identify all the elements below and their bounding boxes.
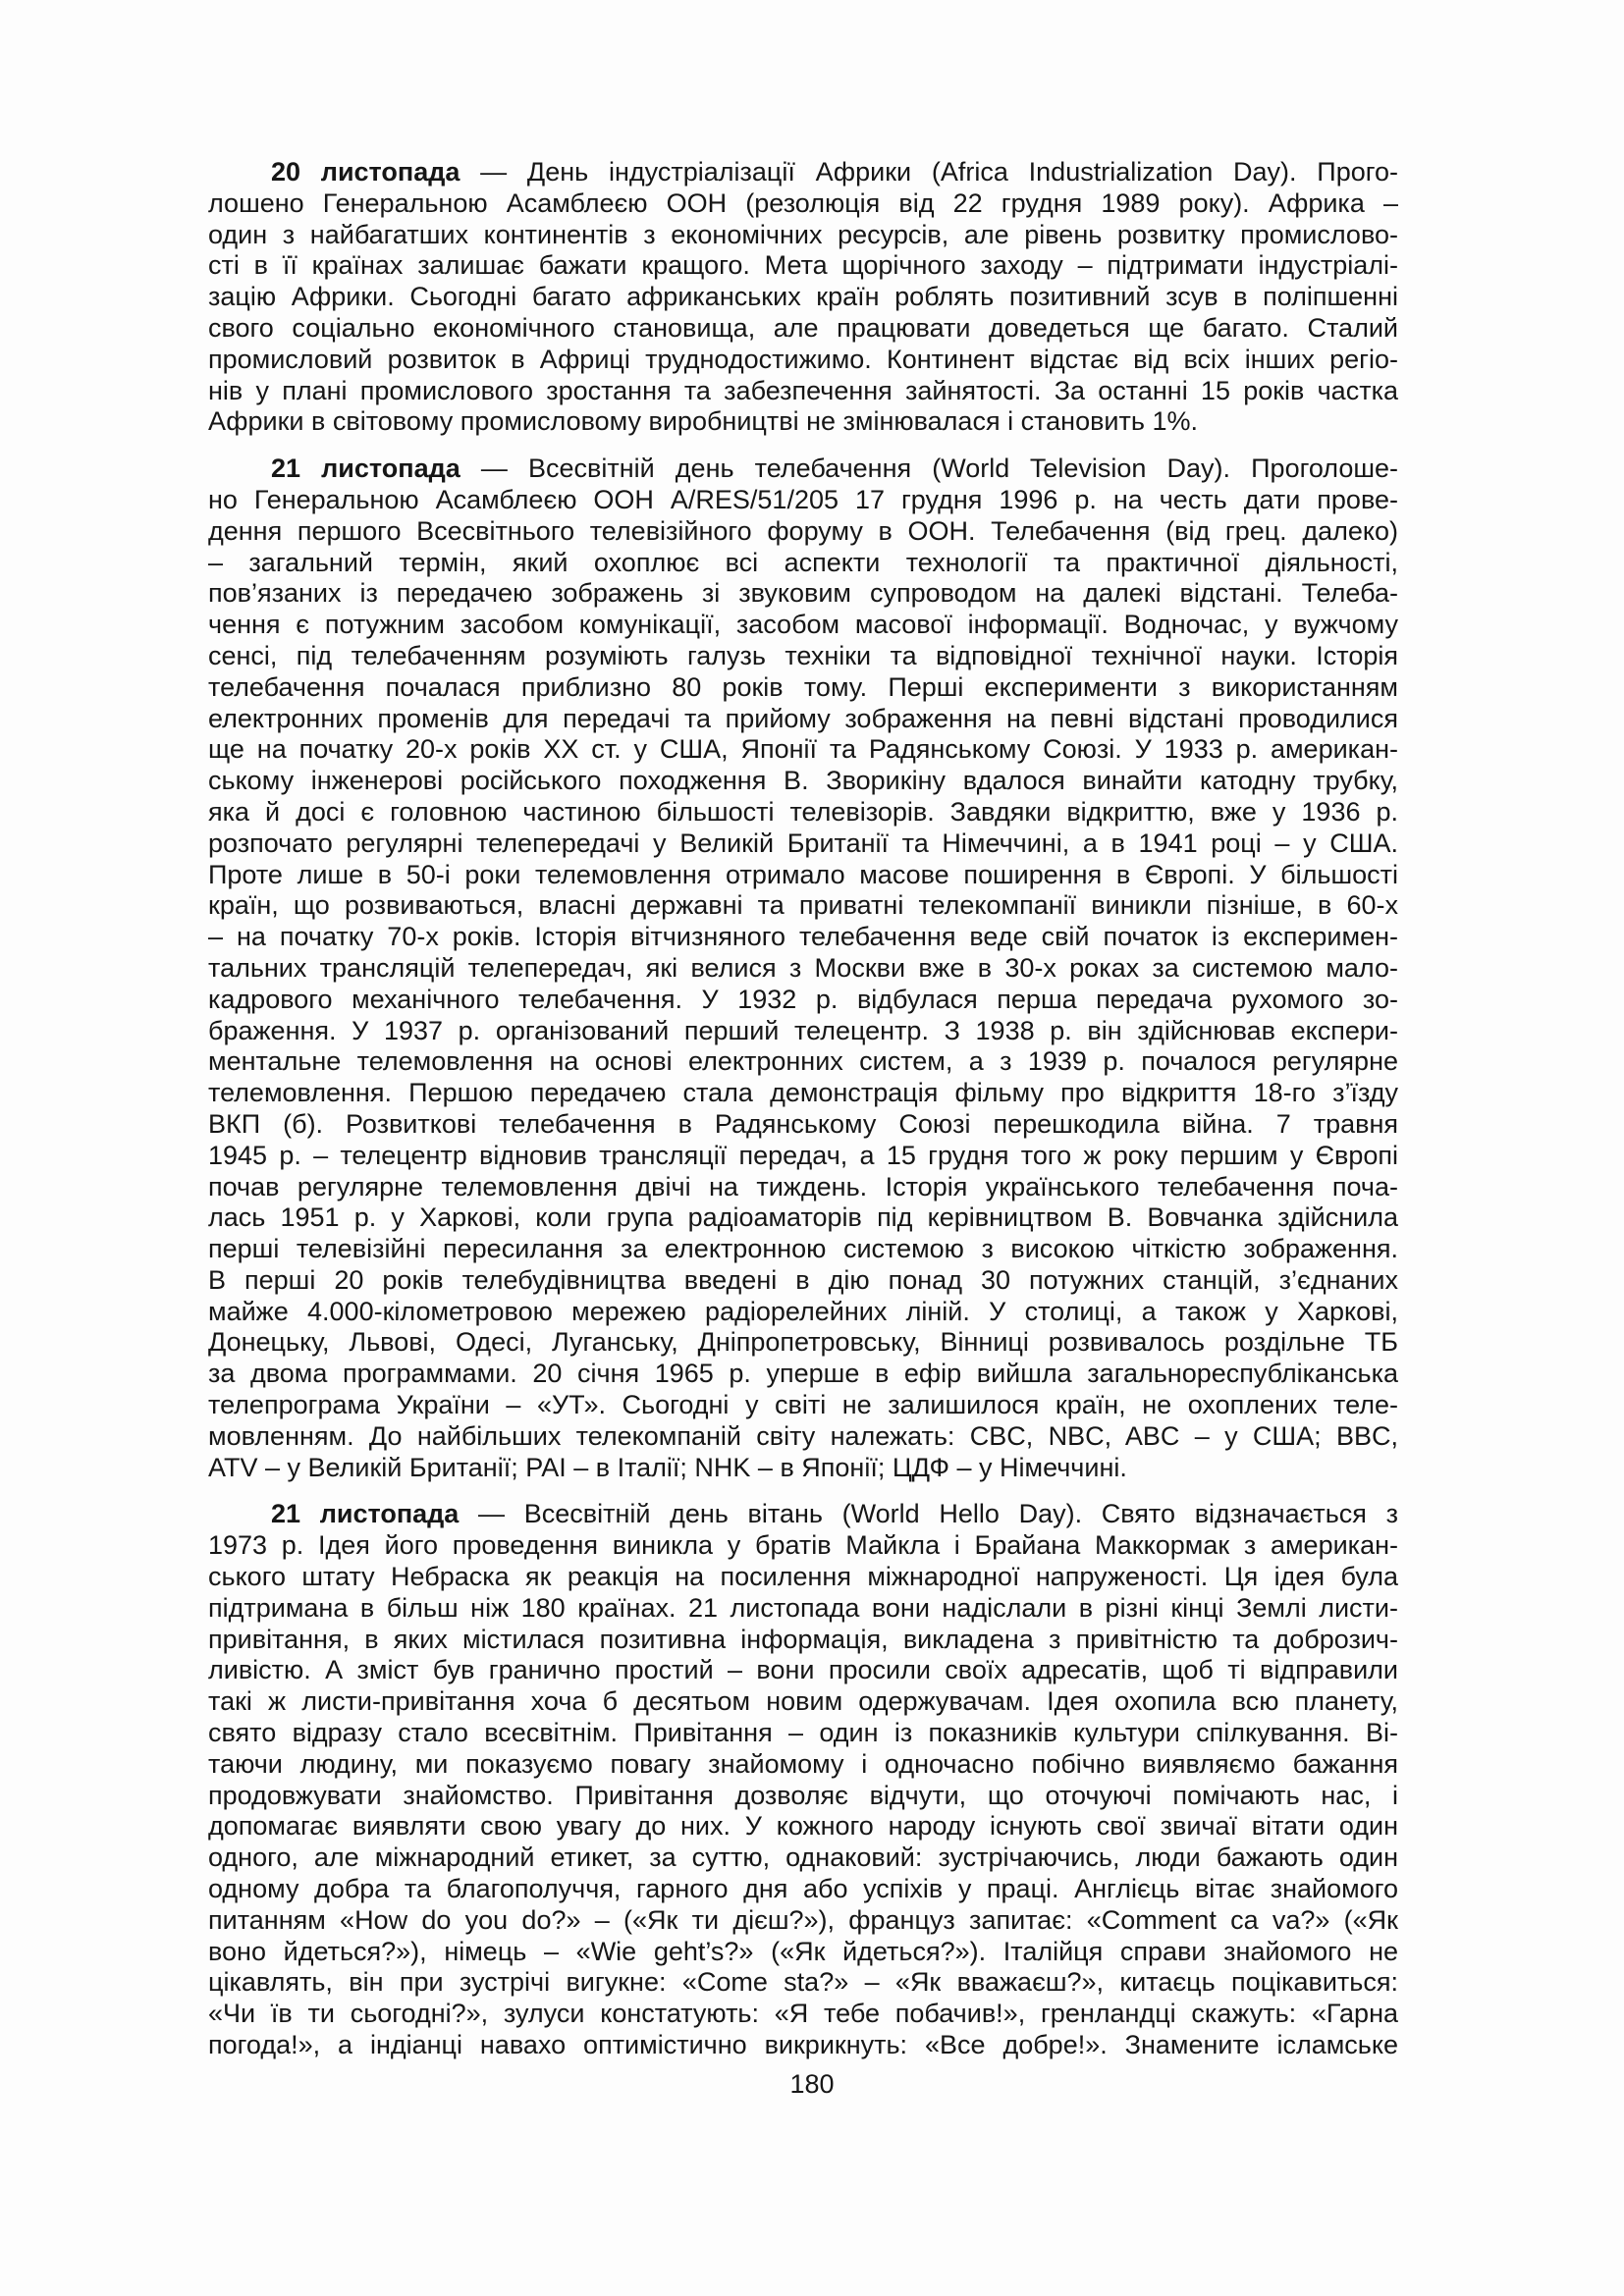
text-line: 1945 р. – телецентр відновив трансляції передач, а 15 грудня того ж року першим у Європі — [208, 1140, 1398, 1170]
text-line: майже 4.000-кілометровою мережею радіорелейних ліній. У столиці, а також у Харкові, — [208, 1296, 1398, 1326]
text-line: ще на початку 20-х років XX ст. у США, Японії та Радянському Союзі. У 1933 р. американ- — [208, 734, 1398, 765]
text-line: ливістю. А зміст був гранично простий – вони просили своїх адресатів, щоб ті відправили — [208, 1655, 1398, 1685]
text-line: одному добра та благополуччя, гарного дня або успіхів у праці. Англієць вітає знайомого — [208, 1874, 1398, 1904]
paragraph-3 — [208, 1499, 1398, 2060]
text-line: країн, що розвиваються, власні державні та приватні телекомпанії виникли пізніше, в 60-х — [208, 890, 1398, 921]
text-line: но Генеральною Асамблеєю ООН A/RES/51/205 17 грудня 1996 р. на честь дати прове- — [208, 484, 1398, 514]
text-line: – на початку 70-х років. Історія вітчизняного телебачення веде свій початок із експеримен- — [208, 922, 1398, 952]
text-line: привітання, в яких містилася позитивна інформація, викладена з привітністю та доброзич- — [208, 1624, 1398, 1654]
text-line: 1973 р. Ідея його проведення виникла у братів Майкла і Брайана Маккормак з американ- — [208, 1530, 1398, 1561]
text-block — [208, 157, 1398, 2061]
text-line: яка й досі є головною частиною більшості телевізорів. Завдяки відкриттю, вже у 1936 р. — [208, 796, 1398, 827]
text-line: одного, але міжнародний етикет, за суттю, однаковий: зустрічаючись, люди бажають один — [208, 1842, 1398, 1873]
text-line: кадрового механічного телебачення. У 1932 р. відбулася перша передача рухомого зо- — [208, 984, 1398, 1014]
text-line: телемовлення. Першою передачею стала демонстрація фільму про відкриття 18-го з’їзду — [208, 1078, 1398, 1108]
text-line: допомагає виявляти свою увагу до них. У кожного народу існують свої звичаї вітати один — [208, 1811, 1398, 1842]
text-line: за двома программами. 20 січня 1965 р. уперше в ефір вийшла загальнореспубліканська — [208, 1359, 1398, 1389]
text-line: свого соціально економічного становища, але працювати доведеться ще багато. Сталий — [208, 312, 1398, 343]
text-line: питанням «How do you do?» – («Як ти дієш?»), француз запитає: «Comment ca va?» («Як — [208, 1904, 1398, 1935]
text-line: лась 1951 р. у Харкові, коли група радіоаматорів під керівництвом В. Вовчанка здійснила — [208, 1202, 1398, 1233]
text-line: «Чи їв ти сьогодні?», зулуси констатують: «Я тебе побачив!», гренландці скажуть: «Гарна — [208, 1999, 1398, 2029]
paragraph-2 — [208, 454, 1398, 1483]
text-line: цікавлять, він при зустрічі вигукне: «Come sta?» – «Як вважаєш?», китаєць поцікавиться: — [208, 1967, 1398, 1998]
text-line: таючи людину, ми показуємо повагу знайомому і одночасно побічно виявляємо бажання — [208, 1748, 1398, 1779]
text-line: 21 листопада — Всесвітній день телебачення (World Television Day). Проголоше- — [271, 454, 1398, 484]
text-line: нів у плані промислового зростання та забезпечення зайнятості. За останні 15 років частка — [208, 375, 1398, 405]
text-line: 20 листопада — День індустріалізації Африки (Africa Industrialization Day). Прого- — [271, 157, 1399, 187]
text-line: телебачення почалася приблизно 80 років тому. Перші експерименти з використанням — [208, 671, 1398, 702]
text-line: Донецьку, Львові, Одесі, Луганську, Дніпропетровську, Вінниці розвивалось роздільне ТБ — [208, 1327, 1398, 1358]
text-line: 21 листопада — Всесвітній день вітань (World Hello Day). Свято відзначається з — [271, 1499, 1398, 1529]
text-line: Африки в світовому промисловому виробництві не змінювалася і становить 1%. — [208, 406, 1198, 437]
text-line: телепрограма України – «УТ». Сьогодні у світі не залишилося країн, не охоплених теле- — [208, 1390, 1398, 1420]
text-line: мовленням. До найбільших телекомпаній світу належать: CBC, NBC, ABC – у США; BBC, — [208, 1420, 1398, 1451]
text-line: чення є потужним засобом комунікації, засобом масової інформації. Водночас, у вужчому — [208, 610, 1398, 640]
text-line: такі ж листи-привітання хоча б десятьом новим одержувачам. Ідея охопила всю планету, — [208, 1686, 1398, 1717]
text-line: ATV – у Великій Британії; PAI – в Італії; NHK – в Японії; ЦДФ – у Німеччині. — [208, 1452, 1127, 1482]
text-line: розпочато регулярні телепередачі у Великій Британії та Німеччині, а в 1941 році – у США. — [208, 828, 1398, 858]
text-line: один з найбагатших континентів з економічних ресурсів, але рівень розвитку промислово- — [208, 219, 1398, 249]
text-line: В перші 20 років телебудівництва введені в дію понад 30 потужних станцій, з’єднаних — [208, 1264, 1398, 1295]
text-line: сті в її країнах залишає бажати кращого. Мета щорічного заходу – підтримати індустріалі- — [208, 250, 1398, 281]
paragraph-1 — [208, 157, 1398, 438]
text-line: Проте лише в 50-і роки телемовлення отримало масове поширення в Європі. У більшості — [208, 859, 1398, 889]
text-line: промисловий розвиток в Африці труднодостижимо. Континент відстає від всіх інших регіо- — [208, 344, 1398, 374]
text-line: тальних трансляцій телепередач, які велися з Москви вже в 30-х роках за системою мало- — [208, 952, 1398, 983]
text-line: почав регулярне телемовлення двічі на тиждень. Історія українського телебачення поча- — [208, 1171, 1398, 1201]
date-heading: 21 листопада — [271, 1499, 460, 1529]
text-line: електронних променів для передачі та прийому зображення на певні відстані проводилися — [208, 703, 1398, 733]
date-heading: 20 листопада — [271, 157, 460, 187]
text-line: погода!», а індіанці навахо оптимістично викрикнуть: «Все добре!». Знамените ісламське — [208, 2030, 1398, 2060]
text-line: зацію Африки. Сьогодні багато африканських країн роблять позитивний зсув в поліпшенні — [208, 282, 1398, 312]
text-line: браження. У 1937 р. організований перший телецентр. З 1938 р. він здійснював експери- — [208, 1015, 1398, 1045]
text-line: воно йдеться?»), німець – «Wie geht’s?» («Як йдеться?»). Італійця справи знайомого не — [208, 1936, 1398, 1966]
text-line: підтримана в більш ніж 180 країнах. 21 листопада вони надіслали в різні кінці Землі листи- — [208, 1592, 1398, 1623]
text-line: ському інженерові російського походження В. Зворикіну вдалося винайти катодну трубку, — [208, 766, 1398, 796]
text-line: ВКП (б). Розвиткові телебачення в Радянському Союзі перешкодила війна. 7 травня — [208, 1108, 1398, 1139]
date-heading: 21 листопада — [271, 454, 460, 484]
text-line: лошено Генеральною Асамблеєю ООН (резолюція від 22 грудня 1989 року). Африка – — [208, 187, 1398, 218]
text-line: дення першого Всесвітнього телевізійного форуму в ООН. Телебачення (від грец. далеко) — [208, 515, 1398, 546]
text-line: перші телевізійні пересилання за електронною системою з високою чіткістю зображення. — [208, 1234, 1398, 1264]
text-line: – загальний термін, який охоплює всі аспекти технології та практичної діяльності, — [208, 547, 1398, 577]
text-line: свято відразу стало всесвітнім. Привітання – один із показників культури спілкування. Ві- — [208, 1718, 1398, 1748]
text-line: пов’язаних із передачею зображень зі звуковим супроводом на далекі відстані. Телеба- — [208, 578, 1398, 609]
text-line: продовжувати знайомство. Привітання дозволяє відчути, що оточуючі помічають нас, і — [208, 1780, 1398, 1810]
text-line: ського штату Небраска як реакція на посилення міжнародної напруженості. Ця ідея була — [208, 1562, 1398, 1592]
text-line: сенсі, під телебаченням розуміють галузь техніки та відповідної технічної науки. Історія — [208, 640, 1398, 670]
text-line: ментальне телемовлення на основі електронних систем, а з 1939 р. почалося регулярне — [208, 1046, 1398, 1077]
page-number: 180 — [789, 2069, 835, 2099]
